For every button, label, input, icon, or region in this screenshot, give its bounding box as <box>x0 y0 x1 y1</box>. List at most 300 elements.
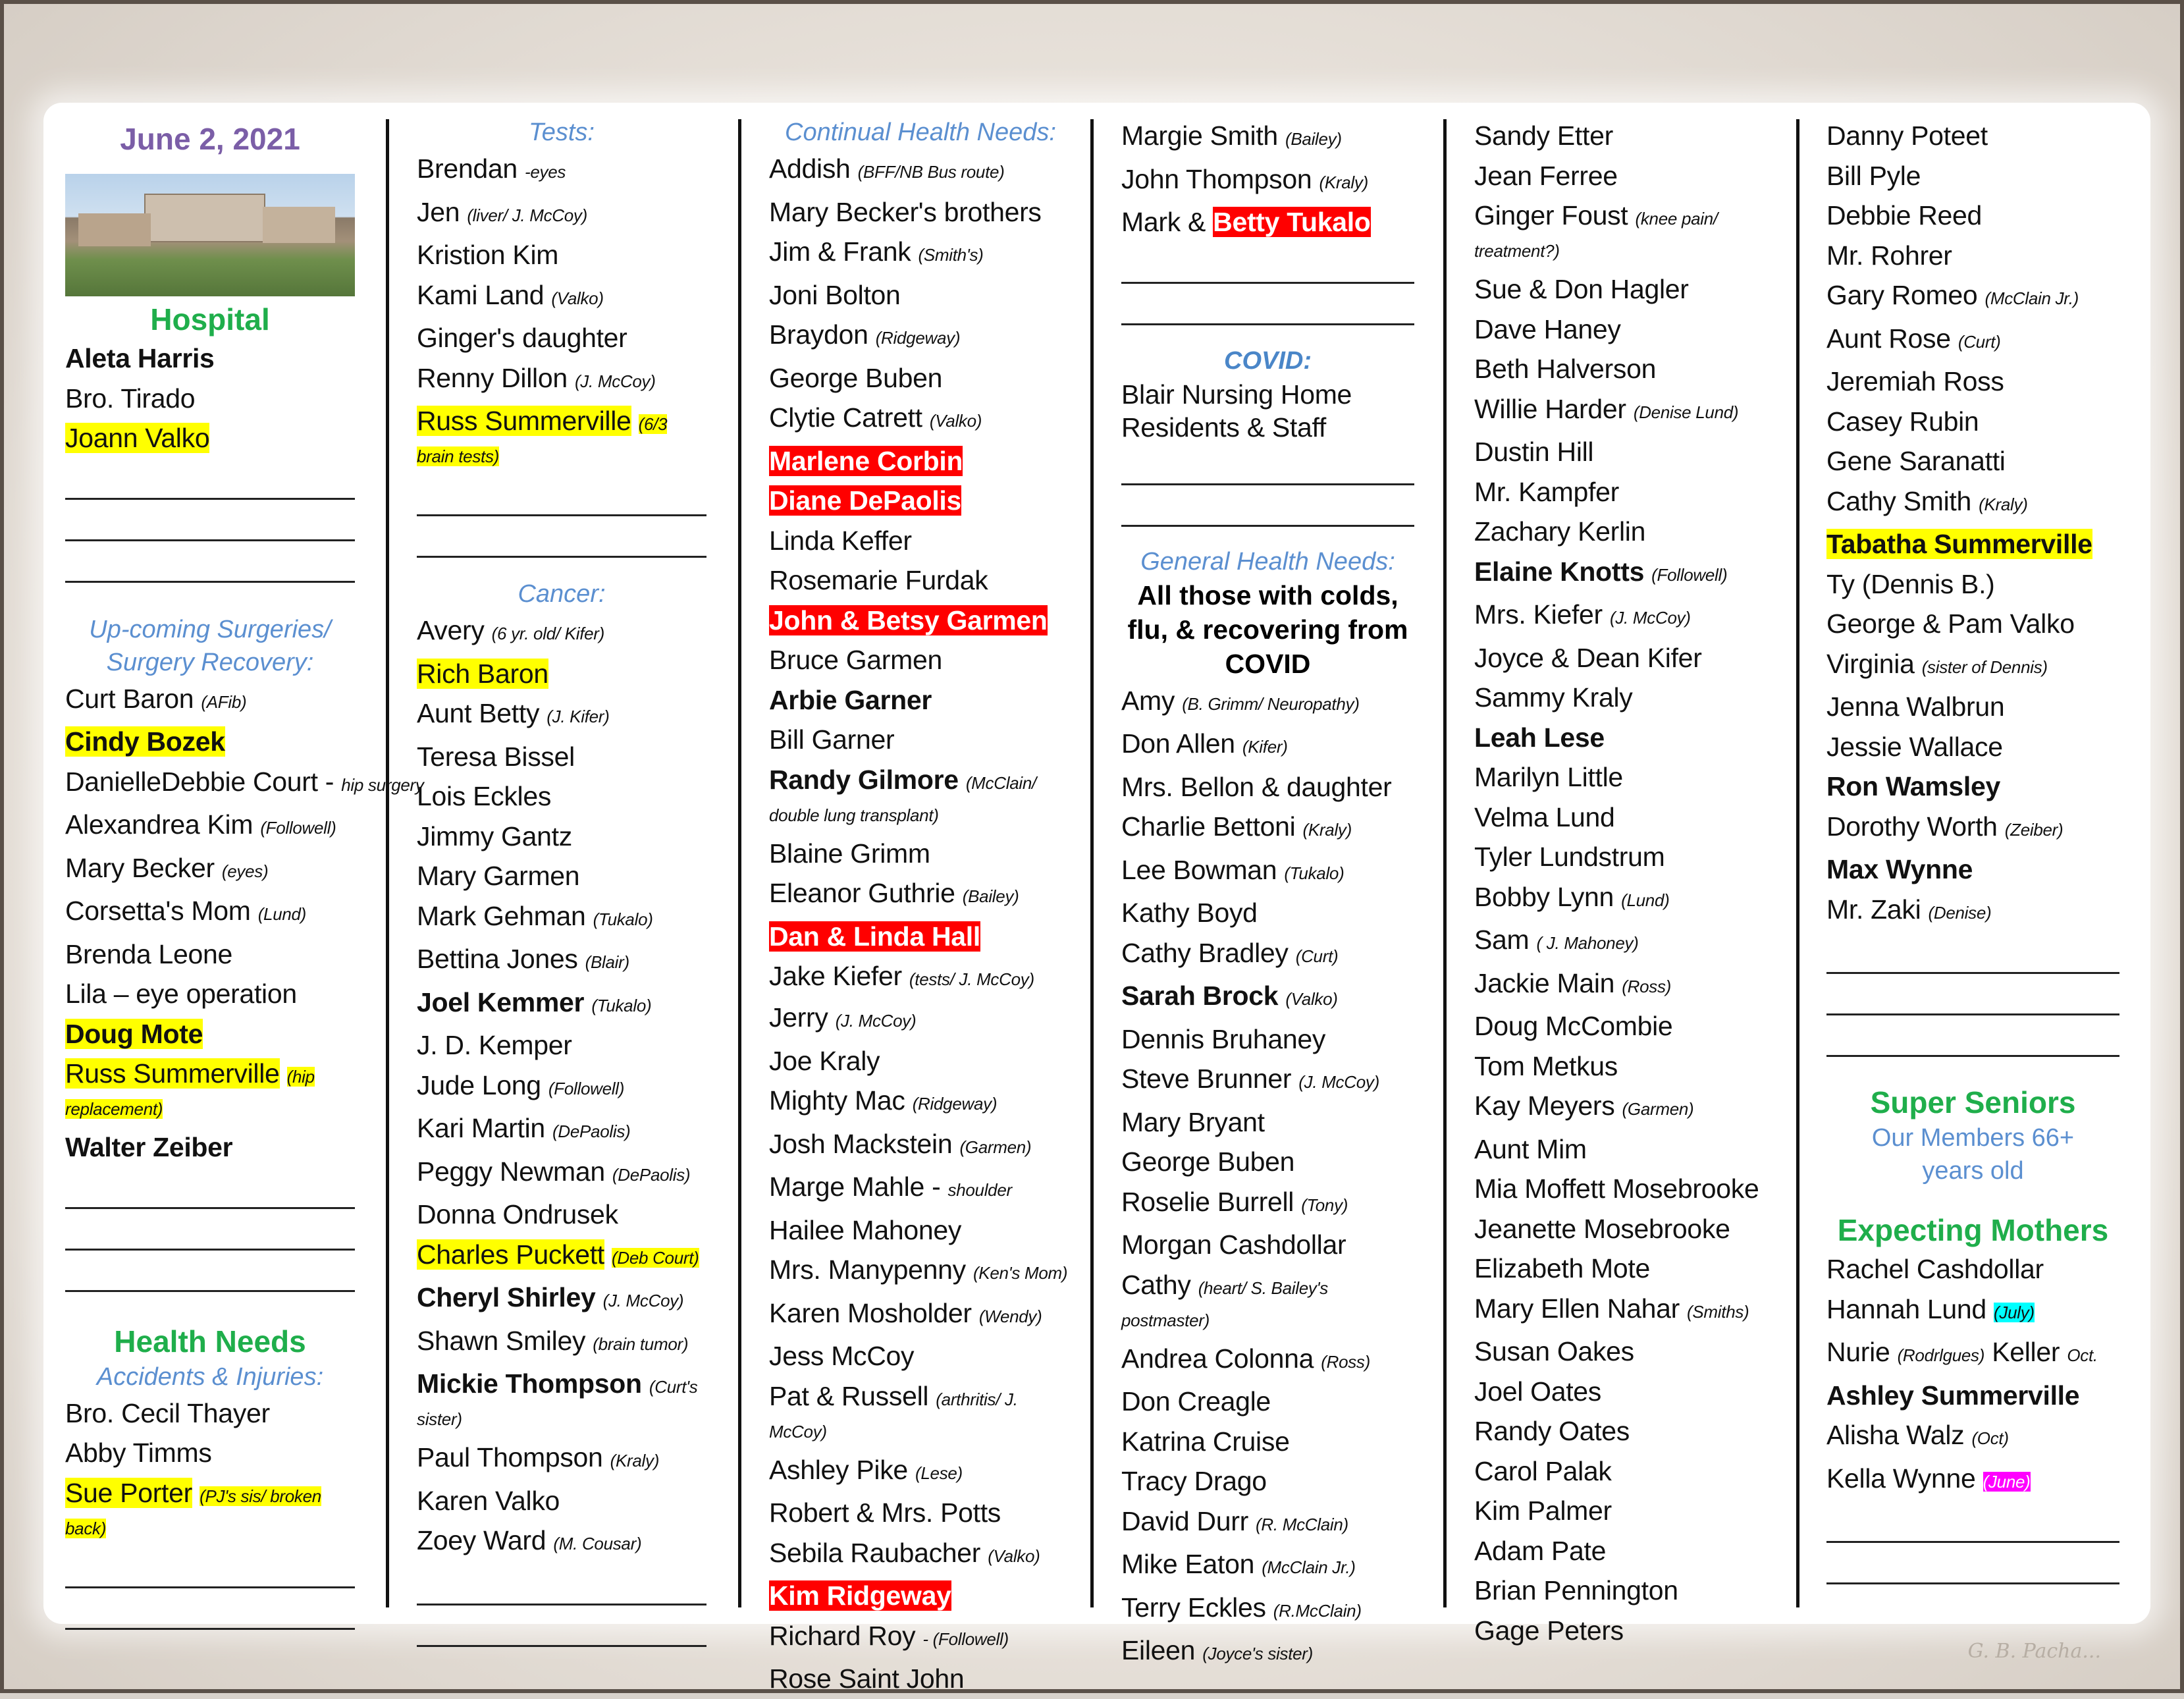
item-note: (Denise Lund) <box>1633 402 1739 422</box>
item-name: Rosemarie Furdak <box>769 565 988 595</box>
list-item <box>417 1195 706 1235</box>
list-item <box>1121 1382 1414 1422</box>
item-name: Adam Pate <box>1474 1535 1607 1566</box>
list-item <box>1474 1332 1771 1372</box>
blank-line <box>417 475 706 516</box>
list-item <box>769 232 1072 275</box>
item-name: Richard Roy <box>769 1620 916 1651</box>
item-name: Bill Garner <box>769 724 895 755</box>
item-name: Mary Ellen Nahar <box>1474 1293 1680 1324</box>
item-name: Casey Rubin <box>1826 406 1979 437</box>
item-note: (Smith's) <box>918 245 984 265</box>
list-item <box>769 1124 1072 1168</box>
item-note: (Oct) <box>1971 1428 2009 1448</box>
list-item <box>1121 1182 1414 1226</box>
item-note: (liver/ J. McCoy) <box>467 205 587 225</box>
item-note: (Valko) <box>551 288 604 308</box>
item-name: Dennis Bruhaney <box>1121 1023 1326 1054</box>
item-name: Jessie Wallace <box>1826 731 2003 762</box>
list-item <box>1474 432 1771 472</box>
list-item <box>1121 767 1414 807</box>
item-name: Mr. Kampfer <box>1474 476 1619 507</box>
item-name: Charles Puckett <box>417 1239 604 1270</box>
list-item <box>1826 156 2119 196</box>
names-list <box>1474 116 1771 1650</box>
list-item <box>769 760 1072 834</box>
column-2 <box>417 116 706 1647</box>
item-note: (Tony) <box>1301 1195 1348 1215</box>
list-item <box>769 560 1072 601</box>
list-item <box>65 1127 355 1168</box>
list-item <box>417 1025 706 1065</box>
list-item <box>1474 552 1771 595</box>
list-item <box>1121 159 1414 203</box>
item-name: Shawn Smiley <box>417 1325 586 1356</box>
item-name: Aunt Rose <box>1826 323 1951 354</box>
item-note: (Joyce's sister) <box>1202 1644 1314 1663</box>
item-name: Josh Mackstein <box>769 1128 953 1159</box>
item-note: (Ross) <box>1321 1351 1370 1372</box>
list-item <box>1826 564 2119 605</box>
list-item <box>65 974 355 1014</box>
item-name: Steve Brunner <box>1121 1064 1292 1094</box>
item-note: (J. McCoy) <box>574 371 656 391</box>
item-note: (J. McCoy) <box>1610 608 1691 628</box>
list-item <box>417 1235 706 1278</box>
continual-title: Continual Health Needs: <box>785 119 1056 146</box>
item-note: (Tukalo) <box>591 995 652 1015</box>
list-item <box>1474 837 1771 877</box>
list-item <box>769 601 1072 641</box>
due-month-tag: (July) <box>1994 1302 2035 1322</box>
item-note: (Followell) <box>1651 564 1728 585</box>
list-item <box>769 1659 1072 1699</box>
list-item <box>1121 1102 1414 1143</box>
item-note: (Ross) <box>1622 976 1672 996</box>
blank-line <box>65 500 355 541</box>
item-name: Cathy Bradley <box>1121 937 1289 968</box>
item-name: Don Allen <box>1121 728 1235 759</box>
general-title: General Health Needs: <box>1140 547 1395 576</box>
item-name: Curt Baron <box>65 683 194 714</box>
list-item <box>1474 1129 1771 1170</box>
item-name: Joyce & Dean Kifer <box>1474 642 1702 673</box>
item-name: Jackie Main <box>1474 967 1615 998</box>
item-name: Aunt Mim <box>1474 1133 1587 1164</box>
item-name: Brian Pennington <box>1474 1575 1678 1605</box>
item-name: Bruce Garmen <box>769 645 943 675</box>
item-note: (J. McCoy) <box>602 1291 684 1310</box>
item-note: (J. McCoy) <box>1298 1072 1379 1092</box>
list-item <box>1826 481 2119 525</box>
item-name: Renny Dillon <box>417 362 568 393</box>
list-item <box>1826 402 2119 442</box>
item-name: Tabatha Summerville <box>1826 529 2092 559</box>
item-name: Gage Peters <box>1474 1615 1624 1646</box>
item-name: Jude Long <box>417 1069 541 1100</box>
list-item <box>769 149 1072 192</box>
item-note: (Curt's sister) <box>417 1377 698 1429</box>
item-note: (DePaolis) <box>612 1164 691 1185</box>
item-name: Russ Summerville <box>65 1058 280 1089</box>
item-name: Ginger Foust <box>1474 200 1628 230</box>
list-item <box>769 521 1072 561</box>
item-note: (DePaolis) <box>552 1121 631 1141</box>
item-name: Aleta Harris <box>65 343 215 373</box>
general-list <box>1121 681 1414 1674</box>
list-item <box>1121 807 1414 850</box>
list-item <box>1826 196 2119 236</box>
item-name: Alexandrea Kim <box>65 809 253 840</box>
item-note: (McClain Jr.) <box>1262 1557 1356 1577</box>
item-note: (knee pain/ treatment?) <box>1474 209 1718 261</box>
item-name: Sarah Brock <box>1121 981 1279 1011</box>
covid-line: Residents & Staff <box>1121 412 1326 443</box>
item-name: Keller <box>1992 1337 2060 1367</box>
item-name: Don Creagle <box>1121 1386 1271 1416</box>
list-item <box>1474 638 1771 678</box>
list-item <box>1121 933 1414 977</box>
item-note: (Denise) <box>1928 902 1992 923</box>
item-note: (eyes) <box>221 861 269 881</box>
item-note: (Deb Court) <box>612 1247 699 1268</box>
column-1 <box>65 116 424 1630</box>
item-name: Mrs. Manypenny <box>769 1254 966 1285</box>
list-item <box>1826 1332 2119 1376</box>
accidents-title: Accidents & Injuries: <box>96 1362 324 1391</box>
hospital-list <box>65 338 355 458</box>
list-item <box>1121 976 1414 1019</box>
list-item <box>1121 1461 1414 1501</box>
column-6 <box>1826 116 2119 1584</box>
item-name: Brendan <box>417 153 518 184</box>
list-item <box>1474 1046 1771 1087</box>
blank-line <box>417 1605 706 1647</box>
item-name: Danny Poteet <box>1826 121 1988 151</box>
list-item <box>417 1278 706 1321</box>
item-note: (Kraly) <box>1979 494 2028 514</box>
item-name: Pat & Russell <box>769 1380 929 1411</box>
item-name: Diane DePaolis <box>769 485 962 516</box>
item-name: Katrina Cruise <box>1121 1426 1290 1457</box>
item-name: Sue Porter <box>65 1477 192 1508</box>
column-divider <box>1090 119 1094 1607</box>
item-name: Paul Thompson <box>417 1442 603 1472</box>
list-item <box>1826 275 2119 319</box>
item-name: Willie Harder <box>1474 393 1626 424</box>
list-item <box>1826 116 2119 156</box>
list-item <box>1826 727 2119 767</box>
blank-line <box>65 1588 355 1630</box>
item-name: Morgan Cashdollar <box>1121 1229 1346 1260</box>
item-name: Marlene Corbin <box>769 445 963 476</box>
item-name: Mary Becker <box>65 852 215 883</box>
item-name: Mickie Thompson <box>417 1368 642 1399</box>
item-name: Joni Bolton <box>769 279 901 310</box>
item-note: (J. Kifer) <box>546 707 610 726</box>
list-item <box>1121 1631 1414 1674</box>
item-note: (Ken's Mom) <box>972 1263 1068 1283</box>
item-name: Robert & Mrs. Potts <box>769 1497 1001 1528</box>
item-note: (Garmen) <box>959 1137 1032 1157</box>
page-date: June 2, 2021 <box>120 122 300 156</box>
signature: G. B. Pacha... <box>1967 1640 2101 1663</box>
item-name: Braydon <box>769 319 868 350</box>
item-name: Lila – eye operation <box>65 979 297 1009</box>
super-seniors-sub: Our Members 66+ years old <box>1871 1124 2075 1185</box>
item-name: Jenna Walbrun <box>1826 691 2005 722</box>
list-item <box>1474 310 1771 350</box>
item-name: Rose Saint John <box>769 1663 965 1694</box>
item-name: Sebila Raubacher <box>769 1537 981 1568</box>
item-note: (Blair) <box>585 952 629 972</box>
item-name: Terry Eckles <box>1121 1592 1266 1623</box>
list-item <box>1474 920 1771 963</box>
list-item <box>769 956 1072 998</box>
list-item <box>1474 512 1771 552</box>
item-name: Cathy <box>1121 1269 1191 1300</box>
item-name: Kella Wynne <box>1826 1463 1976 1494</box>
list-item <box>65 379 355 419</box>
item-name: David Durr <box>1121 1505 1248 1536</box>
list-item <box>769 358 1072 398</box>
list-item <box>417 693 706 737</box>
item-note: (tests/ J. McCoy) <box>909 969 1034 989</box>
item-note: (Followell) <box>260 818 336 838</box>
list-item <box>1121 681 1414 724</box>
list-item <box>1826 850 2119 890</box>
item-name: Jake Kiefer <box>769 961 902 991</box>
list-item <box>769 720 1072 760</box>
item-note: (Curt) <box>1958 331 2001 352</box>
list-item <box>1826 1459 2119 1502</box>
item-name: Cindy Bozek <box>65 726 225 757</box>
item-name: Tyler Lundstrum <box>1474 842 1665 872</box>
list-item <box>1826 1376 2119 1416</box>
item-note: (R.McClain) <box>1273 1600 1362 1621</box>
item-name: Rachel Cashdollar <box>1826 1254 2044 1284</box>
item-note: (BFF/NB Bus route) <box>857 162 1005 182</box>
list-item <box>65 805 355 848</box>
item-name: Brenda Leone <box>65 938 233 969</box>
item-name: Eileen <box>1121 1635 1196 1665</box>
item-name: Beth Halverson <box>1474 354 1657 384</box>
list-item <box>1121 1142 1414 1182</box>
list-item <box>769 398 1072 441</box>
item-name: Zoey Ward <box>417 1525 546 1555</box>
item-name: Dustin Hill <box>1474 437 1594 467</box>
list-item <box>1121 1265 1414 1339</box>
item-name: John Thompson <box>1121 163 1312 194</box>
list-item <box>769 1376 1072 1450</box>
item-name: John & Betsy Garmen <box>769 605 1048 635</box>
item-name: Andrea Colonna <box>1121 1343 1314 1374</box>
item-name: Jean Ferree <box>1474 160 1618 191</box>
list-item <box>1474 1209 1771 1249</box>
item-name: Ty (Dennis B.) <box>1826 568 1995 599</box>
list-item <box>417 235 706 275</box>
list-item <box>1474 349 1771 389</box>
item-name: Lois Eckles <box>417 781 552 811</box>
list-item <box>65 934 355 975</box>
list-item <box>1121 1339 1414 1382</box>
item-name: Rich Baron <box>417 658 548 689</box>
item-name: Jeanette Mosebrooke <box>1474 1213 1730 1244</box>
list-item <box>1826 767 2119 807</box>
item-note: (Ridgeway) <box>875 328 961 348</box>
tests-list <box>417 149 706 475</box>
surgery-title: Up-coming Surgeries/ Surgery Recovery: <box>89 615 331 676</box>
blank-line <box>1121 485 1414 527</box>
item-name: Susan Oakes <box>1474 1336 1634 1366</box>
item-name: Mark & <box>1121 207 1213 237</box>
item-name: DanielleDebbie Court - <box>65 766 342 797</box>
column-4 <box>1121 116 1414 1674</box>
list-item <box>417 318 706 358</box>
blank-line <box>65 541 355 583</box>
list-item <box>65 1014 355 1054</box>
item-name: Peggy Newman <box>417 1156 605 1187</box>
list-item <box>769 481 1072 521</box>
item-note: (Kraly) <box>1302 820 1352 840</box>
cancer-title: Cancer: <box>518 580 606 608</box>
item-name: Arbie Garner <box>769 684 932 715</box>
list-item <box>1474 1571 1771 1611</box>
item-name: Eleanor Guthrie <box>769 878 955 908</box>
list-item <box>417 817 706 857</box>
list-item <box>417 856 706 896</box>
blank-line <box>65 1251 355 1292</box>
item-note: (Garmen) <box>1622 1099 1694 1119</box>
list-item <box>1121 850 1414 894</box>
item-name: Ashley Summerville <box>1826 1380 2080 1411</box>
list-item <box>1474 757 1771 797</box>
list-item <box>65 1473 355 1547</box>
continual-list <box>769 149 1072 1699</box>
item-name: George & Pam Valko <box>1826 608 2075 639</box>
list-item <box>1474 877 1771 921</box>
list-item <box>65 1393 355 1434</box>
item-note: (Ridgeway) <box>912 1094 998 1114</box>
list-item <box>1826 890 2119 933</box>
item-name: Gary Romeo <box>1826 280 1978 310</box>
list-item <box>769 834 1072 874</box>
list-item <box>417 983 706 1026</box>
list-item <box>769 315 1072 358</box>
list-item <box>65 418 355 458</box>
list-item <box>769 1450 1072 1494</box>
covid-title: COVID: <box>1224 346 1312 375</box>
item-note: (Kraly) <box>1319 172 1368 192</box>
list-item <box>1474 718 1771 758</box>
list-item <box>1121 202 1414 242</box>
list-item <box>769 1576 1072 1616</box>
item-name: Carol Palak <box>1474 1455 1612 1486</box>
list-item <box>65 679 355 722</box>
list-item <box>417 610 706 654</box>
item-name: Kathy Boyd <box>1121 898 1258 928</box>
item-note: (PJ's sis/ broken back) <box>65 1486 321 1538</box>
hospital-title: Hospital <box>150 302 270 337</box>
item-note: (heart/ S. Bailey's postmaster) <box>1121 1278 1328 1330</box>
item-name: Jerry <box>769 1002 828 1033</box>
blank-line <box>65 1547 355 1588</box>
item-note: hip surgery <box>341 774 424 795</box>
blank-line <box>1826 1543 2119 1584</box>
list-item <box>1826 319 2119 362</box>
list-item <box>769 873 1072 917</box>
list-item <box>417 654 706 694</box>
list-item <box>1474 156 1771 196</box>
list-item <box>417 737 706 777</box>
list-item <box>417 776 706 817</box>
blank-line <box>1826 1015 2119 1057</box>
list-item <box>1121 1225 1414 1265</box>
health-needs-title: Health Needs <box>114 1324 306 1359</box>
list-item <box>417 1065 706 1109</box>
super-seniors-title: Super Seniors <box>1870 1085 2076 1119</box>
item-name: Joann Valko <box>65 423 210 453</box>
list-item <box>417 1521 706 1564</box>
item-note: (AFib) <box>201 691 247 712</box>
list-item <box>1474 1006 1771 1046</box>
item-note: (Kraly) <box>610 1451 660 1470</box>
item-name: Abby Timms <box>65 1438 212 1468</box>
list-item <box>769 640 1072 680</box>
item-note: (M. Cousar) <box>553 1534 642 1553</box>
item-name: Clytie Catrett <box>769 402 922 433</box>
item-name: Ginger's daughter <box>417 323 627 353</box>
item-name: Bobby Lynn <box>1474 881 1614 912</box>
column-3 <box>769 116 1072 1699</box>
list-item <box>769 917 1072 957</box>
item-name: Cathy Smith <box>1826 485 1971 516</box>
item-name: Mrs. Kiefer <box>1474 599 1603 630</box>
list-item <box>1474 1411 1771 1451</box>
item-name: Dave Haney <box>1474 313 1621 344</box>
list-item <box>1121 1544 1414 1588</box>
blank-line <box>65 458 355 500</box>
column-5 <box>1474 116 1771 1650</box>
item-note: -eyes <box>525 162 566 182</box>
list-item <box>65 722 355 762</box>
item-name: Kami Land <box>417 279 545 310</box>
item-note: (Smiths) <box>1687 1301 1749 1322</box>
item-name: J. D. Kemper <box>417 1030 572 1060</box>
item-note: (Valko) <box>988 1546 1040 1566</box>
list-item <box>1121 1422 1414 1462</box>
list-item <box>65 338 355 379</box>
item-name: Jen <box>417 196 460 227</box>
list-item <box>769 1167 1072 1210</box>
item-name: Donna Ondrusek <box>417 1199 618 1229</box>
item-note: (brain tumor) <box>593 1334 689 1354</box>
hospital-image <box>65 174 355 296</box>
list-item <box>1474 116 1771 156</box>
list-item <box>1826 1289 2119 1333</box>
item-name: Mark Gehman <box>417 900 586 931</box>
blank-line <box>1121 444 1414 485</box>
item-name: Cheryl Shirley <box>417 1282 596 1312</box>
column-divider <box>386 119 389 1607</box>
item-note: (Rodrlgues) <box>1897 1345 1985 1365</box>
list-item <box>417 149 706 192</box>
list-item <box>65 1054 355 1127</box>
item-note: (McClain/ double lung transplant) <box>769 772 1036 825</box>
list-item <box>65 1433 355 1473</box>
surgery-list <box>65 679 424 1168</box>
list-item <box>769 1493 1072 1533</box>
